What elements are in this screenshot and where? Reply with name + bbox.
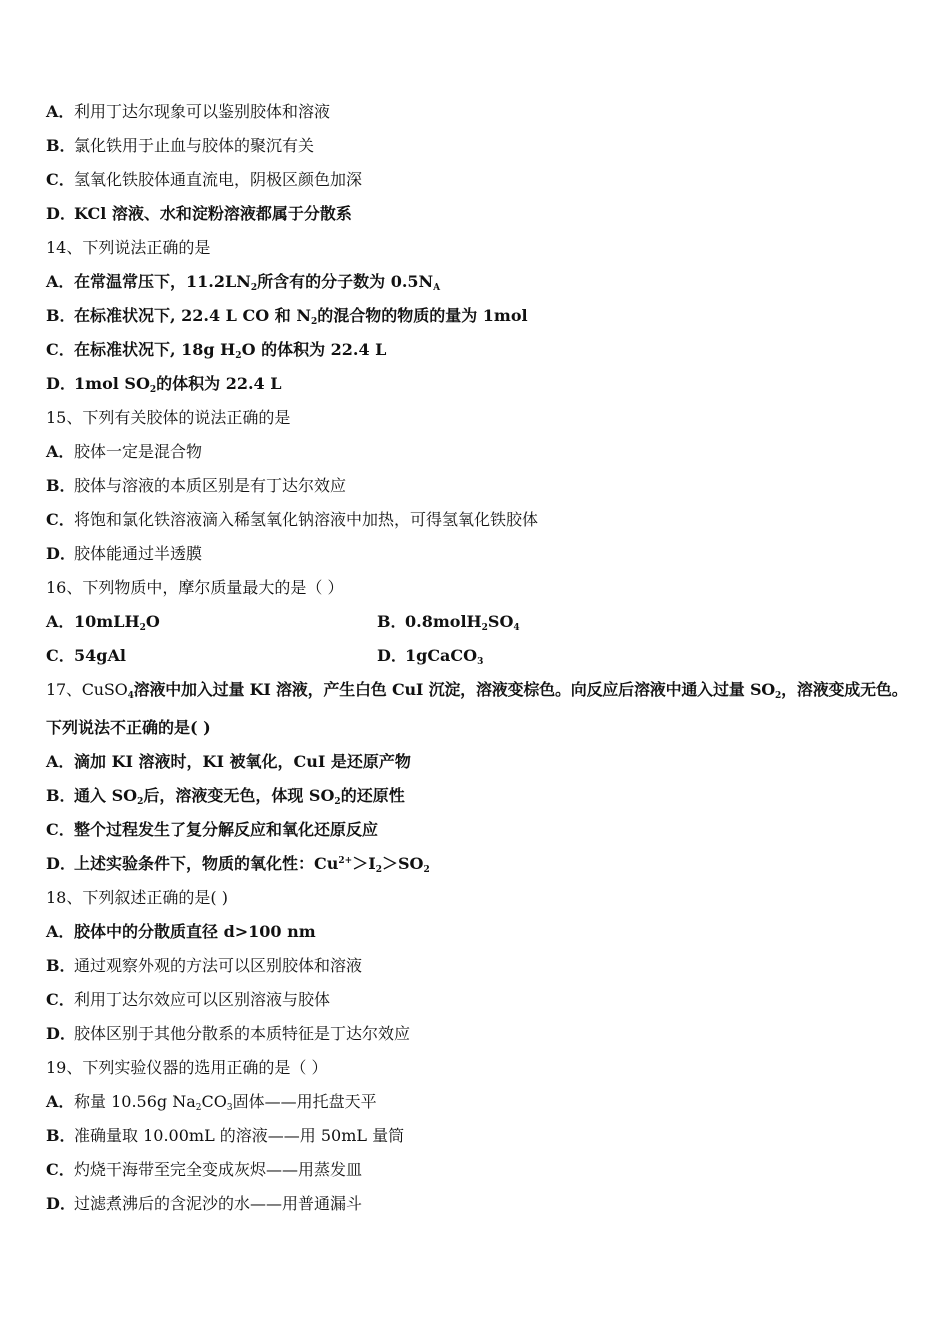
q14-option-c	[46, 340, 386, 362]
q18-option-d	[46, 1024, 410, 1046]
q16-option-c	[46, 646, 126, 668]
option-letter: C．	[46, 646, 75, 665]
q16-stem: 16、下列物质中，摩尔质量最大的是（ ）	[46, 578, 344, 597]
q19-option-d	[46, 1194, 362, 1216]
option-letter: C．	[46, 510, 75, 529]
q13-option-d	[46, 204, 352, 226]
option-letter: B．	[46, 1126, 76, 1145]
option-text: 通过观察外观的方法可以区别胶体和溶液	[74, 956, 363, 975]
q19-stem: 19、下列实验仪器的选用正确的是（ ）	[46, 1058, 328, 1077]
option-letter: A．	[46, 612, 75, 631]
option-letter: C．	[46, 340, 75, 359]
option-text: 1mol $SO_2$的体积为 22.4 L	[74, 374, 282, 395]
option-text: 称量 10.56g $Na_2CO_3$固体——用托盘天平	[74, 1092, 377, 1113]
option-text: 将饱和氯化铁溶液滴入稀氢氧化钠溶液中加热，可得氢氧化铁胶体	[74, 510, 539, 529]
option-letter: B．	[46, 136, 76, 155]
option-text: 胶体区别于其他分散系的本质特征是丁达尔效应	[74, 1024, 411, 1043]
q19-option-a	[46, 1092, 377, 1114]
option-letter: A．	[46, 752, 75, 771]
option-text: 胶体中的分散质直径 d>100 nm	[74, 922, 316, 941]
q16-option-a	[46, 612, 160, 634]
option-text: 滴加 KI 溶液时，KI 被氧化，CuI 是还原产物	[74, 752, 411, 771]
q13-option-a	[46, 102, 330, 124]
q14-option-a	[46, 272, 440, 294]
option-letter: D．	[46, 854, 76, 873]
option-letter: D．	[46, 374, 76, 393]
option-letter: C．	[46, 170, 75, 189]
option-letter: D．	[46, 544, 76, 563]
q16-option-b	[377, 612, 520, 632]
option-letter: D．	[377, 646, 407, 665]
q14-option-b	[46, 306, 528, 328]
q15-stem: 15、下列有关胶体的说法正确的是	[46, 408, 291, 427]
q15-option-b	[46, 476, 346, 498]
option-text: 1gCaCO$_3$	[405, 646, 484, 667]
option-letter: A．	[46, 442, 75, 461]
option-text: 过滤煮沸后的含泥沙的水——用普通漏斗	[74, 1194, 363, 1213]
q17-option-d	[46, 854, 430, 876]
option-text: KCl 溶液、水和淀粉溶液都属于分散系	[74, 204, 352, 223]
q17-option-b	[46, 786, 405, 808]
q17-stem-line2: 下列说法不正确的是( )	[46, 718, 211, 737]
option-letter: D．	[46, 1024, 76, 1043]
option-text: 在标准状况下, 18g $H_2O$ 的体积为 22.4 L	[74, 340, 387, 361]
option-letter: C．	[46, 990, 75, 1009]
option-letter: B．	[377, 612, 407, 631]
option-text: 利用丁达尔现象可以鉴别胶体和溶液	[74, 102, 331, 121]
q19-option-b	[46, 1126, 404, 1148]
q18-option-a	[46, 922, 316, 944]
option-letter: D．	[46, 1194, 76, 1213]
option-letter: A．	[46, 102, 75, 121]
option-text: 灼烧干海带至完全变成灰烬——用蒸发皿	[74, 1160, 363, 1179]
option-text: 在常温常压下，$11.2LN_2$所含有的分子数为 $0.5N_A$	[74, 272, 441, 293]
option-letter: A．	[46, 272, 75, 291]
q18-option-c	[46, 990, 330, 1012]
option-letter: B．	[46, 306, 76, 325]
q15-option-c	[46, 510, 538, 532]
q14-option-d	[46, 374, 282, 396]
option-text: $0.8molH_2SO_4$	[405, 612, 520, 633]
option-text: 氯化铁用于止血与胶体的聚沉有关	[74, 136, 315, 155]
option-letter: B．	[46, 786, 76, 805]
option-letter: C．	[46, 820, 75, 839]
option-letter: B．	[46, 476, 76, 495]
option-letter: D．	[46, 204, 76, 223]
option-text: 准确量取 10.00mL 的溶液——用 50mL 量筒	[74, 1126, 405, 1145]
q14-stem: 14、下列说法正确的是	[46, 238, 211, 257]
option-letter: B．	[46, 956, 76, 975]
q18-stem: 18、下列叙述正确的是( )	[46, 888, 228, 907]
option-letter: A．	[46, 922, 75, 941]
q18-option-b	[46, 956, 362, 978]
option-text: 上述实验条件下，物质的氧化性：$Cu^{2+}>I_2>SO_2$	[74, 854, 430, 875]
q19-option-c	[46, 1160, 362, 1182]
option-text: 10mLH$_2$O	[74, 612, 160, 633]
q13-option-b	[46, 136, 314, 158]
option-letter: C．	[46, 1160, 75, 1179]
option-text: 54gAl	[74, 646, 126, 665]
q17-option-a	[46, 752, 411, 774]
q13-option-c	[46, 170, 362, 192]
option-text: 胶体一定是混合物	[74, 442, 203, 461]
option-text: 氢氧化铁胶体通直流电，阴极区颜色加深	[74, 170, 363, 189]
option-text: 胶体与溶液的本质区别是有丁达尔效应	[74, 476, 347, 495]
option-letter: A．	[46, 1092, 75, 1111]
option-text: 通入 $SO_2$后，溶液变无色，体现 $SO_2$的还原性	[74, 786, 405, 807]
q17-stem-line1: 17、CuSO$_4$溶液中加入过量 KI 溶液，产生白色 CuI 沉淀，溶液变棕色。向反应后溶液中通入过量 $SO_2$，溶液变成无色。	[46, 680, 908, 701]
option-text: 在标准状况下, 22.4 L CO 和 $N_2$的混合物的物质的量为 1mol	[74, 306, 528, 327]
option-text: 利用丁达尔效应可以区别溶液与胶体	[74, 990, 331, 1009]
q16-option-d	[377, 646, 483, 666]
q15-option-d	[46, 544, 202, 566]
option-text: 整个过程发生了复分解反应和氧化还原反应	[74, 820, 379, 839]
q15-option-a	[46, 442, 202, 464]
q17-option-c	[46, 820, 378, 842]
option-text: 胶体能通过半透膜	[74, 544, 203, 563]
